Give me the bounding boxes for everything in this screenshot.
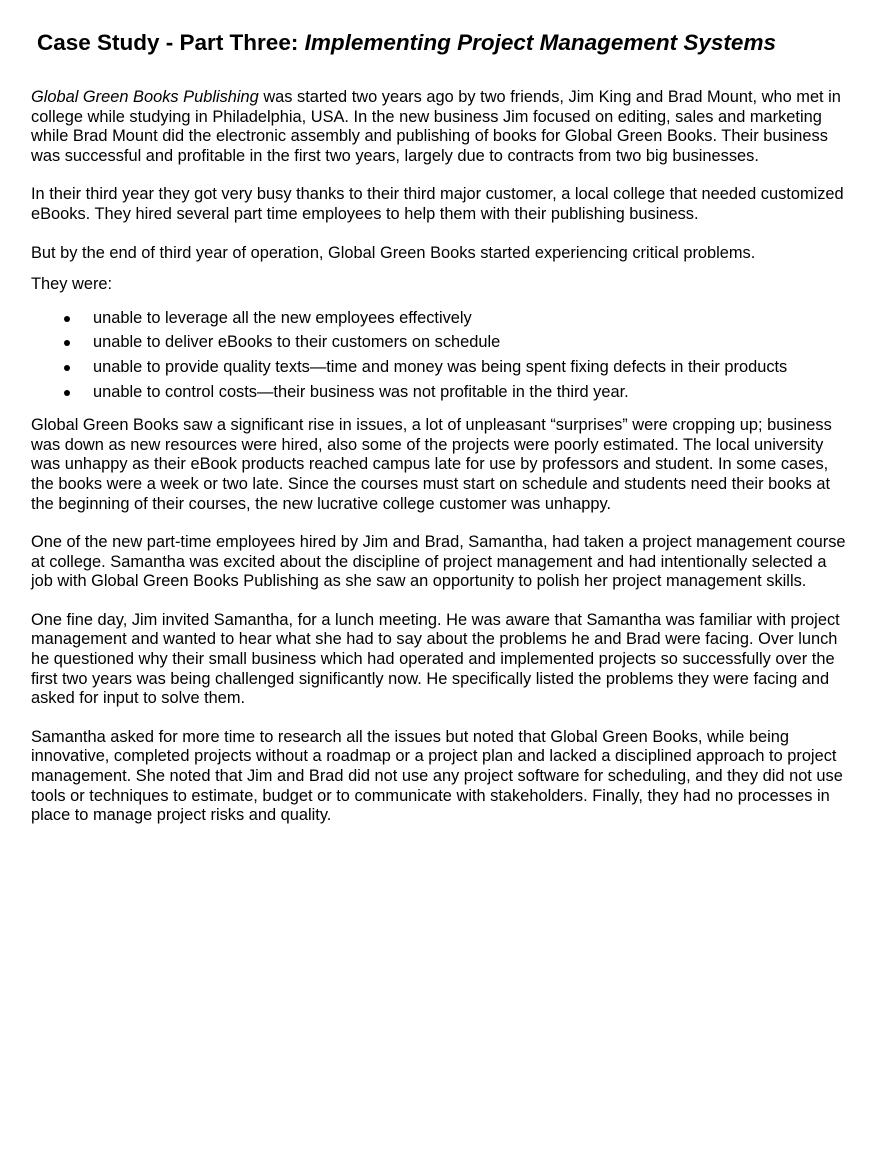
company-name: Global Green Books Publishing bbox=[31, 88, 259, 106]
problem-list bbox=[31, 309, 848, 402]
problems-intro-paragraph: But by the end of third year of operation, Global Green Books started experiencing critical problems. bbox=[31, 243, 756, 262]
issues-paragraph: Global Green Books saw a significant rise in issues, a lot of unpleasant “surprises” were cropping up; business was down as new resources were hired, also some of the projects were poorly estimated. The local university was unhappy as their eBook products reached campus late for use by professors and student. In some cases, the books were a week or two late. Since the courses must start on schedule and students need their books at the beginning of their courses, the new lucrative college customer was unhappy. bbox=[31, 416, 832, 513]
page-title bbox=[37, 28, 848, 58]
title-prefix: Case Study - Part Three: bbox=[37, 30, 305, 55]
intro-paragraph bbox=[31, 88, 848, 166]
they-were-paragraph: They were: bbox=[31, 275, 113, 294]
list-item: unable to control costs—their business was not profitable in the third year. bbox=[93, 383, 848, 403]
samantha-paragraph: One of the new part-time employees hired by Jim and Brad, Samantha, had taken a project management course at college. Samantha was excited about the discipline of project management and had intentionally selected a job with Global Green Books Publishing as she saw an opportunity to polish her project management skills. bbox=[31, 533, 846, 591]
list-item: unable to provide quality texts—time and money was being spent fixing defects in their products bbox=[93, 358, 848, 378]
title-emphasis: Implementing Project Management Systems bbox=[304, 30, 776, 55]
document-body bbox=[31, 88, 848, 826]
list-item: unable to leverage all the new employees effectively bbox=[93, 309, 848, 329]
third-year-paragraph: In their third year they got very busy thanks to their third major customer, a local college that needed customized eBooks. They hired several part time employees to help them with their publishing business. bbox=[31, 185, 844, 223]
research-paragraph: Samantha asked for more time to research all the issues but noted that Global Green Books, while being innovative, completed projects without a roadmap or a project plan and lacked a disciplined approach to project management. She noted that Jim and Brad did not use any project software for scheduling, and they did not use tools or techniques to estimate, budget or to communicate with stakeholders. Finally, they had no processes in place to manage project risks and quality. bbox=[31, 727, 843, 825]
list-item: unable to deliver eBooks to their customers on schedule bbox=[93, 333, 848, 353]
lunch-paragraph: One fine day, Jim invited Samantha, for a lunch meeting. He was aware that Samantha was familiar with project management and wanted to hear what she had to say about the problems he and Brad were facing. Over lunch he questioned why their small business which had operated and implemented projects so successfully over the first two years was being challenged significantly now. He specifically listed the problems they were facing and asked for input to solve them. bbox=[31, 610, 840, 708]
intro-text: was started two years ago by two friends, Jim King and Brad Mount, who met in college while studying in Philadelphia, USA. In the new business Jim focused on editing, sales and marketing while Brad Mount did the electronic assembly and publishing of books for Global Green Books. Their business was successful and profitable in the first two years, largely due to contracts from two big businesses. bbox=[31, 88, 841, 165]
